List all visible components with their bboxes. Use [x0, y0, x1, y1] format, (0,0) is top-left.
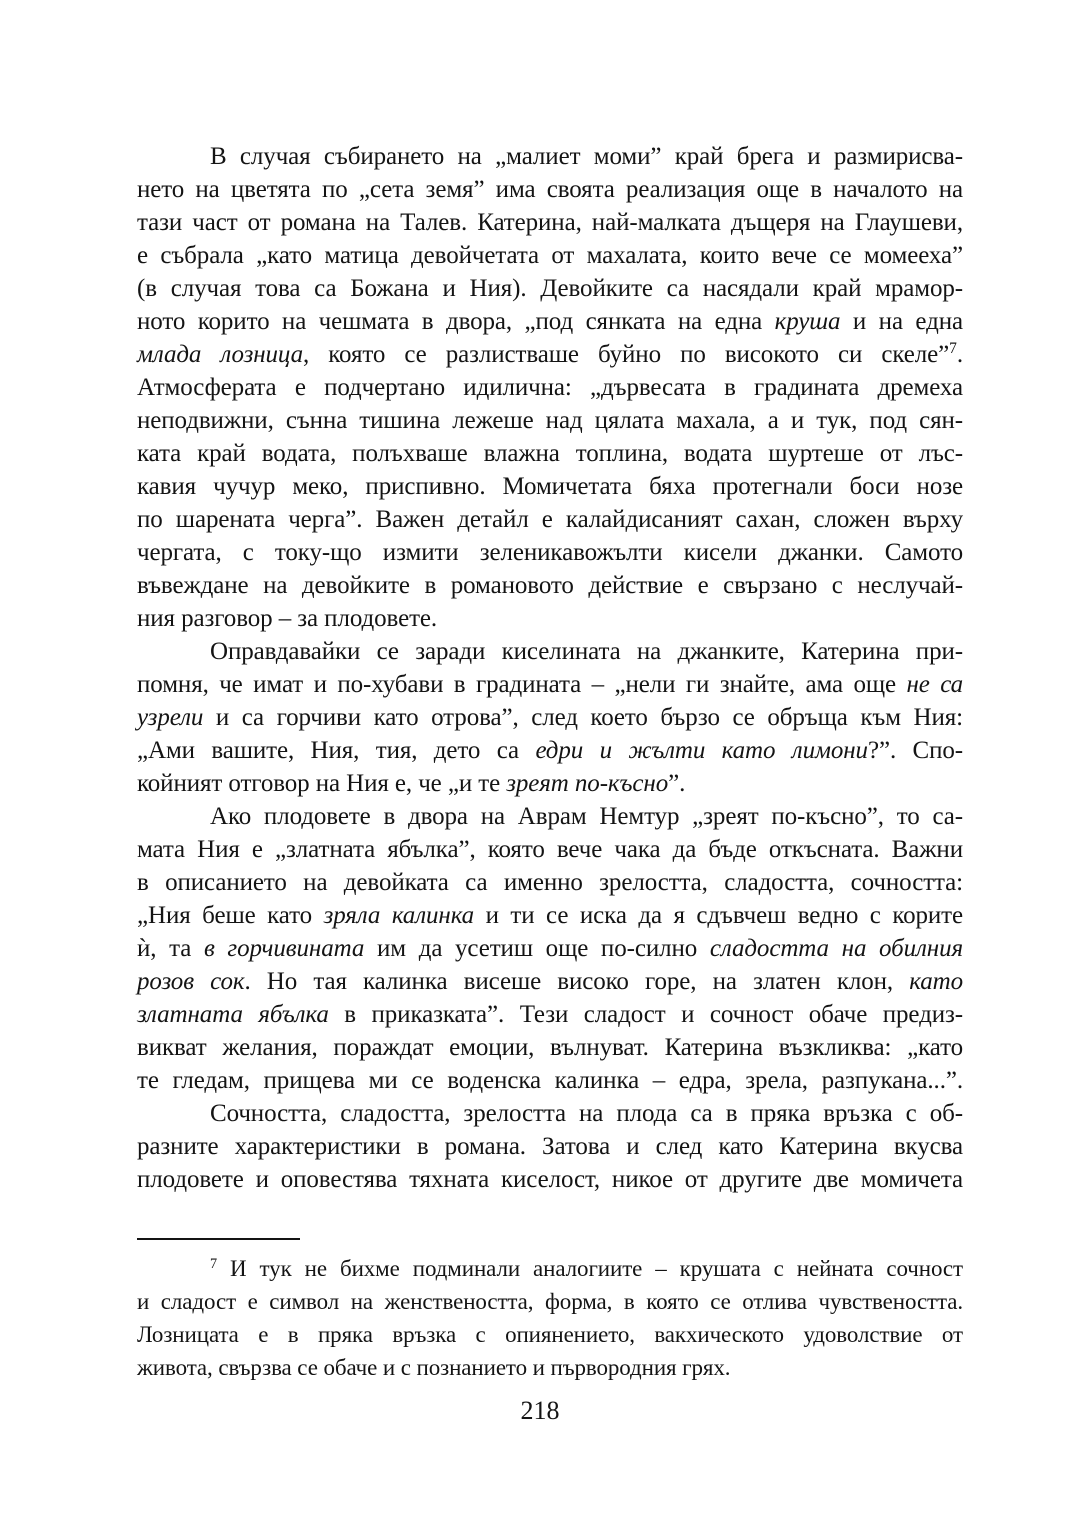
text-segment: и ти се иска да я сдъвчеш ведно с корите — [474, 902, 963, 929]
text-segment: ѝ, та — [137, 935, 204, 962]
text-segment: нето на цветята по „сета земя” има своята реализация още в началото на — [137, 176, 963, 203]
text-segment: ното корито на чешмата в двора, „под сянката на една — [137, 308, 775, 335]
text-segment: И тук не бихме подминали аналогиите – крушата с нейната сочност — [217, 1256, 963, 1281]
text-segment: и на една — [840, 308, 963, 335]
text-segment: ?”. Спо- — [867, 737, 963, 764]
text-segment: Атмосферата е подчертано идилична: „дървесата в градината дремеха — [137, 374, 963, 401]
footnote-line — [137, 1252, 963, 1285]
text-line — [137, 404, 963, 437]
text-segment: Ако плодовете в двора на Аврам Немтур „зреят по-късно”, то са- — [210, 803, 963, 830]
text-line — [137, 965, 963, 998]
footnote-block — [0, 1240, 1080, 1384]
italic-segment: в горчивината — [203, 935, 365, 962]
text-segment: ката край водата, полъхваше влажна топлина, водата шуртеше от лъс- — [137, 440, 963, 467]
text-line — [137, 140, 963, 173]
text-segment: те гледам, прищева ми се воденска калинка – едра, зрела, разпукана...”. — [137, 1067, 963, 1094]
text-segment: Лозницата е в пряка връзка с опиянението, вакхическото удоволствие от — [137, 1322, 963, 1347]
text-line — [137, 668, 963, 701]
text-line — [137, 1064, 963, 1097]
text-segment: тази част от романа на Талев. Катерина, най-малката дъщеря на Глаушеви, — [137, 209, 963, 236]
text-segment: мата Ния е „златната ябълка”, която вече чака да бъде откъсната. Важни — [137, 836, 963, 863]
italic-segment: като — [909, 968, 963, 995]
footnote-marker: 7 — [210, 1256, 218, 1273]
text-segment: . Но тая калинка висеше високо горе, на златен клон, — [244, 968, 910, 995]
text-segment: ”. — [668, 770, 686, 797]
italic-segment: млада лозница — [137, 341, 304, 368]
text-segment: живота, свързва се обаче и с познанието и първородния грях. — [137, 1355, 731, 1380]
text-line — [137, 866, 963, 899]
text-segment: „Ния беше като — [137, 902, 324, 929]
text-segment: в приказката”. Тези сладост и сочност обаче предиз- — [328, 1001, 963, 1028]
text-segment: в описанието на девойката са именно зрелостта, сладостта, сочността: — [137, 869, 963, 896]
text-segment: по шарената черга”. Важен детайл е калайдисаният сахан, сложен върху — [137, 506, 963, 533]
text-segment: ния разговор – за плодовете. — [137, 605, 438, 632]
text-line — [137, 833, 963, 866]
text-line — [137, 1031, 963, 1064]
text-line — [137, 701, 963, 734]
italic-segment: узрели — [137, 704, 204, 731]
text-segment: кавия чучур меко, приспивно. Момичетата бяха протегнали боси нозе — [137, 473, 963, 500]
page-number — [0, 1394, 1080, 1427]
text-segment: , която се разлистваше буйно по високото си скеле” — [303, 341, 950, 368]
page-number-value: 218 — [520, 1396, 560, 1425]
text-line — [137, 338, 963, 371]
text-segment: (в случая това са Божана и Ния). Девойките са насядали край мрамор- — [137, 275, 963, 302]
italic-segment: розов сок — [137, 968, 245, 995]
text-line — [137, 239, 963, 272]
text-line — [137, 800, 963, 833]
text-line — [137, 899, 963, 932]
footnote-line — [137, 1285, 963, 1318]
text-line — [137, 1130, 963, 1163]
text-segment: и са горчиви като отрова”, след което бързо се обръща към Ния: — [203, 704, 963, 731]
text-line — [137, 1097, 963, 1130]
italic-segment: едри и жълти като лимони — [535, 737, 868, 764]
text-segment: неподвижни, сънна тишина лежеше над цялата махала, а и тук, под сян- — [137, 407, 963, 434]
text-line — [137, 734, 963, 767]
text-line — [137, 371, 963, 404]
text-line — [137, 272, 963, 305]
text-line — [137, 569, 963, 602]
text-line — [137, 470, 963, 503]
text-segment: викват желания, пораждат емоции, вълнуват. Катерина възкликва: „като — [137, 1034, 963, 1061]
text-line — [137, 602, 963, 635]
italic-segment: сладостта на обилния — [709, 935, 964, 962]
text-segment: В случая събирането на „малиет моми” край брега и размирисва- — [210, 143, 963, 170]
text-line — [137, 305, 963, 338]
text-segment: . — [956, 341, 963, 368]
text-line — [137, 437, 963, 470]
text-segment: койният отговор на Ния е, че „и те — [137, 770, 507, 797]
text-segment: разните характеристики в романа. Затова и след като Катерина вкусва — [137, 1133, 963, 1160]
text-segment: чергата, с току-що измити зеленикавожълти кисели джанки. Самото — [137, 539, 963, 566]
text-segment: е събрала „като матица девойчетата от махалата, които вече се момееха” — [137, 242, 963, 269]
footnote-line — [137, 1318, 963, 1351]
text-segment: въвеждане на девойките в романовото действие е свързано с неслучай- — [137, 572, 963, 599]
footnote-reference-marker: 7 — [949, 340, 957, 358]
italic-segment: не са — [906, 671, 964, 698]
text-line — [137, 932, 963, 965]
italic-segment: круша — [774, 308, 841, 335]
text-line — [137, 503, 963, 536]
italic-segment: зряла калинка — [323, 902, 475, 929]
text-segment: плодовете и оповестява тяхната киселост, никое от другите две момичета — [137, 1166, 963, 1193]
text-segment: помня, че имат и по-хубави в градината – „нели ги знайте, ама още — [137, 671, 907, 698]
text-segment: „Ами вашите, Ния, тия, дето са — [137, 737, 536, 764]
text-segment: и сладост е символ на женствеността, форма, в която се отлива чувствеността. — [137, 1289, 963, 1314]
footnote-line — [137, 1351, 963, 1384]
italic-segment: зреят по-късно — [506, 770, 669, 797]
text-segment: Сочността, сладостта, зрелостта на плода са в пряка връзка с об- — [210, 1100, 963, 1127]
text-line — [137, 1163, 963, 1196]
text-line — [137, 173, 963, 206]
text-line — [137, 767, 963, 800]
text-line — [137, 206, 963, 239]
text-line — [137, 998, 963, 1031]
text-line — [137, 536, 963, 569]
text-line — [137, 635, 963, 668]
text-segment: им да усетиш още по-силно — [364, 935, 710, 962]
text-segment: Оправдавайки се заради киселината на джанките, Катерина при- — [210, 638, 963, 665]
italic-segment: златната ябълка — [137, 1001, 329, 1028]
